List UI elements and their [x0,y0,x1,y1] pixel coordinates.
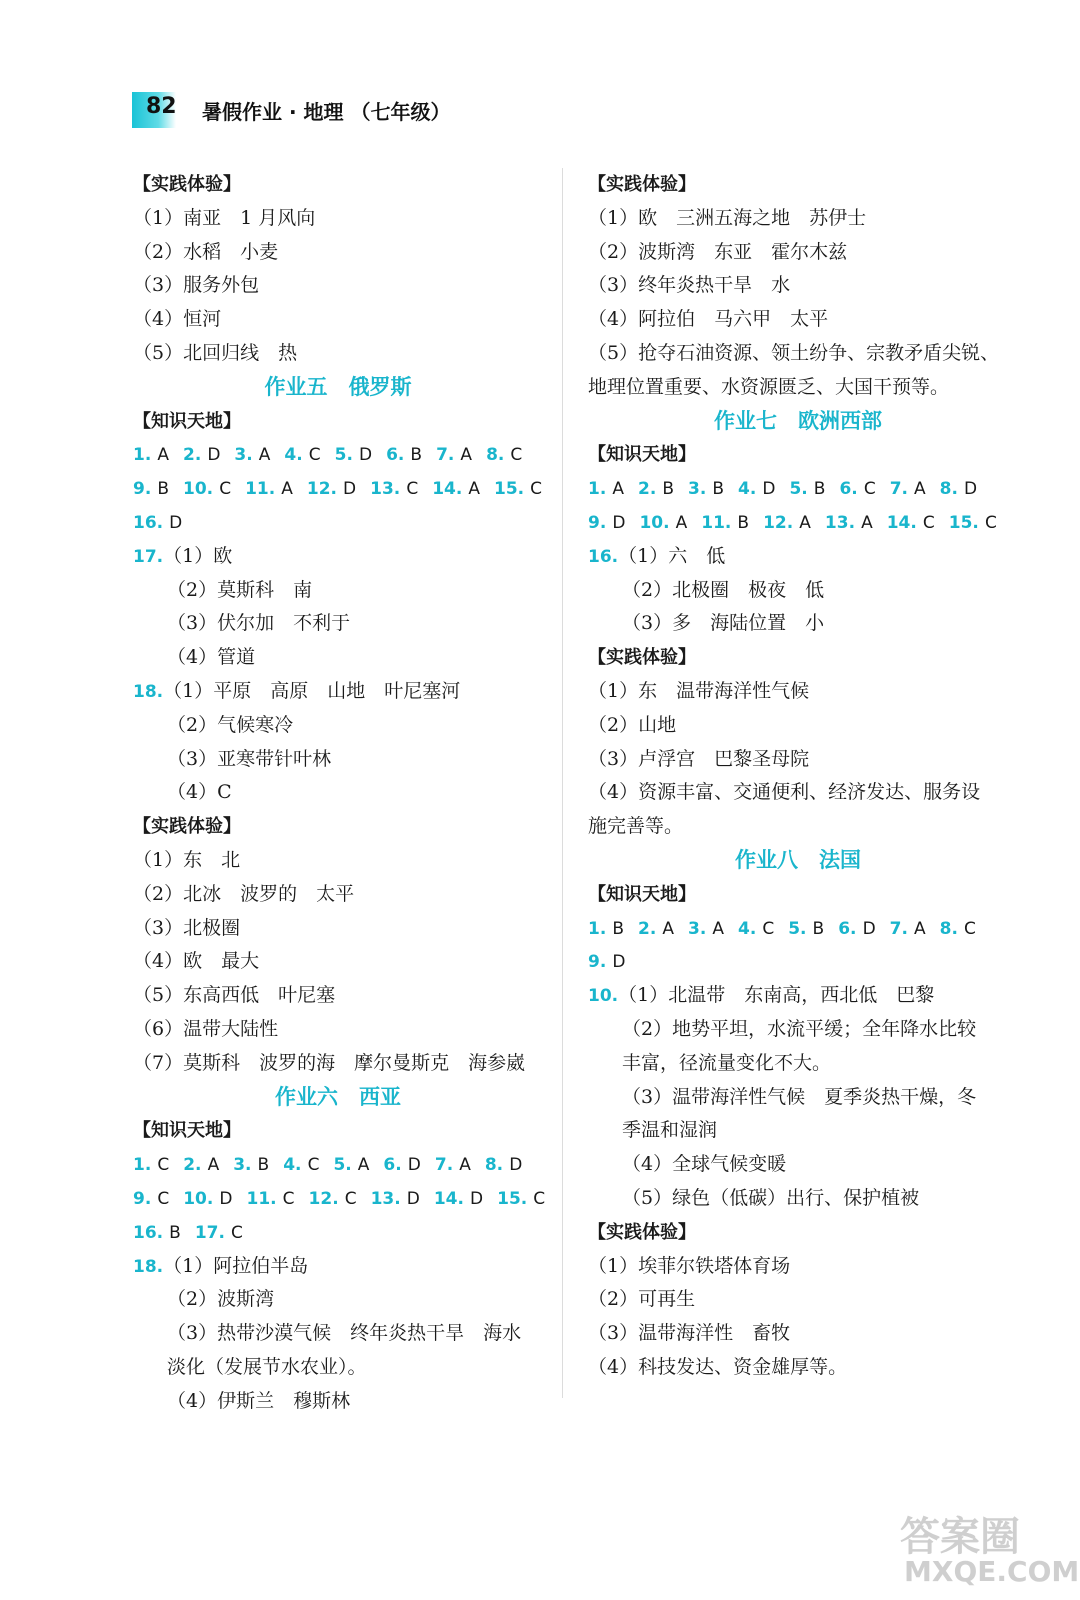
sub-answer-line: 淡化（发展节水农业）。 [167,1355,367,1378]
answer-line: （1）东 北 [133,848,241,871]
sub-answer-line: （4）伊斯兰 穆斯林 [167,1389,351,1412]
choice-answer [887,506,935,540]
choice-answer [284,438,320,472]
answer-choice: C [282,1188,295,1209]
answer-choice: A [460,445,473,466]
answer-number: 10. [639,512,670,533]
choice-answer [183,1182,232,1216]
choice-answer [183,472,231,506]
question-answer [133,675,543,709]
answer-choice: A [861,512,873,533]
left-column [133,168,546,1418]
question-number: 17. [133,546,164,567]
sub-answer-line: （3）多 海陆位置 小 [622,612,825,635]
sub-answer-line: （2）波斯湾 [167,1288,275,1311]
answer-number: 4. [283,1155,302,1176]
answer-choice: A [675,512,688,533]
choice-answer [307,472,356,506]
answer-number: 5. [334,445,353,466]
question-answer [588,540,1008,574]
answer-number: 13. [370,1188,401,1209]
answer-choice: D [612,952,626,973]
watermark-text-en: MXQE.COM [904,1555,1080,1588]
choice-answer [383,1148,420,1182]
question-answer-text: （1）平原 高原 山地 叶尼塞河 [163,679,461,702]
answer-line: 施完善等。 [588,815,684,838]
answer-number: 8. [486,445,505,466]
question-number: 18. [133,1256,164,1277]
answer-choice: C [308,445,321,466]
answer-row [133,472,543,506]
answer-number: 16. [133,1222,164,1243]
answer-choice: B [737,512,750,533]
choice-answer [497,1182,545,1216]
choice-answer [246,1182,294,1216]
assignment-title: 作业七 欧洲西部 [714,408,882,433]
answer-choice: D [358,445,373,466]
choice-answer [234,438,270,472]
answer-row [133,1182,546,1216]
answer-number: 16. [133,512,164,533]
assignment-title: 作业八 法国 [735,847,861,872]
answer-line: 地理位置重要、水资源匮乏、大国干预等。 [588,375,950,398]
answer-number: 2. [182,445,202,466]
page-header [132,92,462,128]
choice-answer [788,912,824,946]
sub-answer-line: （3）热带沙漠气候 终年炎热干旱 海水 [167,1322,522,1345]
answer-choice: A [357,1155,370,1176]
answer-number: 11. [246,1188,277,1209]
sub-answer-line: 丰富，径流量变化不大。 [622,1051,832,1074]
answer-row [588,472,1008,506]
section-heading: 【实践体验】 [588,647,696,669]
section-heading: 【实践体验】 [588,1221,696,1243]
answer-choice: B [169,1222,181,1243]
answer-line: （1）埃菲尔铁塔体育场 [588,1254,791,1277]
choice-answer [183,1148,219,1182]
answer-choice: B [712,479,725,500]
choice-answer [133,472,169,506]
choice-answer [838,912,875,946]
choice-answer [839,472,875,506]
choice-answer [825,506,873,540]
answer-number: 12. [306,479,337,500]
answer-choice: C [984,512,997,533]
answer-number: 3. [688,479,707,500]
watermark-text-cn: 答案圈 [900,1514,1020,1560]
sub-answer-line: （4）管道 [167,646,256,669]
choice-answer [738,912,774,946]
answer-number: 12. [763,512,794,533]
answer-choice: B [812,918,825,939]
section-heading: 【知识天地】 [133,1120,241,1142]
answer-line: （1）东 温带海洋性气候 [588,679,810,702]
answer-line: （1）南亚 1 月风向 [133,206,316,229]
choice-answer [335,438,372,472]
answer-line: （6）温带大陆性 [133,1017,279,1040]
answer-choice: D [964,479,978,500]
choice-answer [435,1148,471,1182]
answer-number: 10. [183,479,214,500]
answer-choice: C [231,1222,243,1243]
answer-choice: B [157,479,170,500]
answer-choice: A [258,445,271,466]
answer-number: 14. [432,479,463,500]
answer-choice: D [612,512,626,533]
answer-number: 13. [370,479,401,500]
answer-row [588,506,1008,540]
assignment-title: 作业五 俄罗斯 [264,374,412,399]
answer-number: 9. [588,512,607,533]
answer-number: 10. [183,1188,214,1209]
choice-answer [133,506,182,540]
answer-number: 6. [383,1155,402,1176]
answer-number: 8. [484,1155,504,1176]
answer-choice: D [343,479,357,500]
answer-line: （4）欧 最大 [133,950,260,973]
answer-choice: A [612,479,624,500]
answer-choice: A [712,918,724,939]
choice-answer [588,472,624,506]
question-number: 16. [588,546,619,567]
answer-choice: D [470,1188,484,1209]
answer-number: 11. [701,512,732,533]
answer-line: （3）北极圈 [133,916,241,939]
sub-answer-line: （3）温带海洋性气候 夏季炎热干燥，冬 [622,1085,977,1108]
choice-answer [940,472,977,506]
answer-choice: A [914,918,926,939]
choice-answer [949,506,997,540]
answer-choice: C [762,918,775,939]
answer-line: （2）北冰 波罗的 太平 [133,882,355,905]
choice-answer [485,1148,522,1182]
answer-number: 7. [889,918,908,939]
sub-answer-line: （2）莫斯科 南 [167,578,313,601]
answer-number: 12. [308,1188,339,1209]
answer-choice: D [219,1188,233,1209]
choice-answer [386,438,422,472]
question-answer [588,979,1008,1013]
right-column [588,168,1008,1385]
answer-number: 9. [133,1188,152,1209]
choice-answer [133,1148,169,1182]
answer-row [133,1216,543,1250]
answer-line: （3）卢浮宫 巴黎圣母院 [588,747,810,770]
section-heading: 【实践体验】 [133,816,241,838]
answer-number: 6. [839,479,858,500]
section-heading: 【实践体验】 [588,174,696,195]
choice-answer [688,912,724,946]
answer-choice: C [530,479,543,500]
section-heading: 【知识天地】 [588,883,696,905]
answer-choice: D [762,479,776,500]
answer-choice: D [406,1188,420,1209]
sub-answer-line: （4）全球气候变暖 [622,1153,787,1176]
answer-choice: C [157,1155,170,1176]
choice-answer [588,912,624,946]
choice-answer [688,472,724,506]
answer-line: （4）阿拉伯 马六甲 太平 [588,308,829,331]
choice-answer [436,438,472,472]
assignment-title: 作业六 西亚 [275,1084,401,1109]
answer-choice: A [157,445,169,466]
answer-choice: D [509,1155,523,1176]
question-answer [133,540,543,574]
answer-line: （2）山地 [588,713,677,736]
answer-line: （2）可再生 [588,1288,696,1311]
answer-row [133,506,543,540]
answer-number: 6. [838,918,857,939]
section-heading: 【知识天地】 [588,444,696,466]
column-divider [562,168,563,1398]
choice-answer [283,1148,319,1182]
choice-answer [638,472,674,506]
answer-line: （5）东高西低 叶尼塞 [133,984,336,1007]
choice-answer [333,1148,369,1182]
answer-choice: D [169,512,183,533]
choice-answer [370,472,418,506]
answer-line: （5）抢夺石油资源、领土纷争、宗教矛盾尖锐、 [588,341,1000,364]
choice-answer [486,438,522,472]
answer-choice: C [344,1188,357,1209]
choice-answer [133,1216,181,1250]
choice-answer [638,912,674,946]
answer-choice: A [662,918,674,939]
question-answer-text: （1）六 低 [618,544,726,567]
answer-number: 15. [948,512,979,533]
answer-choice: A [207,1155,220,1176]
answer-choice: A [914,479,926,500]
question-answer [133,1250,543,1284]
section-heading: 【实践体验】 [133,174,241,195]
answer-choice: B [662,479,674,500]
answer-choice: B [612,918,625,939]
answer-line: （4）恒河 [133,308,222,331]
answer-number: 15. [497,1188,528,1209]
choice-answer [763,506,811,540]
answer-number: 3. [233,1155,252,1176]
choice-answer [701,506,749,540]
answer-number: 1. [588,918,607,939]
answer-line: （3）温带海洋性 畜牧 [588,1322,791,1345]
choice-answer [133,438,169,472]
answer-number: 2. [638,918,657,939]
running-title: 暑假作业 · 地理 （七年级） [202,100,451,124]
choice-answer [245,472,293,506]
answer-line: （7）莫斯科 波罗的海 摩尔曼斯克 海参崴 [133,1051,526,1074]
answer-row [133,1148,543,1182]
choice-answer [890,912,926,946]
question-answer-text: （1）北温带 东南高，西北低 巴黎 [618,984,935,1007]
choice-answer [183,438,220,472]
answer-row [588,912,1008,946]
question-number: 18. [133,681,164,702]
choice-answer [309,1182,357,1216]
answer-number: 13. [824,512,856,533]
answer-line: （4）科技发达、资金雄厚等。 [588,1355,848,1378]
answer-number: 14. [433,1188,464,1209]
answer-choice: C [922,512,935,533]
answer-line: （1）欧 三洲五海之地 苏伊士 [588,206,867,229]
question-answer-text: （1）阿拉伯半岛 [163,1254,309,1277]
answer-number: 7. [436,445,455,466]
choice-answer [738,472,775,506]
page-number-badge [132,92,176,128]
answer-number: 11. [245,479,276,500]
answer-number: 3. [688,918,707,939]
sub-answer-line: 季温和湿润 [622,1119,718,1142]
choice-answer [371,1182,420,1216]
answer-choice: C [157,1188,170,1209]
choice-answer [890,472,926,506]
sub-answer-line: （5）绿色（低碳）出行、保护植被 [622,1186,920,1209]
answer-choice: C [863,479,876,500]
answer-number: 9. [588,952,607,973]
choice-answer [494,472,542,506]
answer-line: （4）资源丰富、交通便利、经济发达、服务设 [588,781,981,804]
answer-choice: B [813,479,826,500]
answer-choice: C [219,479,232,500]
sub-answer-line: （3）亚寒带针叶林 [167,747,332,770]
sub-answer-line: （2）北极圈 极夜 低 [622,578,825,601]
answer-number: 1. [133,445,152,466]
answer-choice: A [468,479,480,500]
choice-answer [639,506,687,540]
answer-number: 2. [183,1155,202,1176]
sub-answer-line: （2）气候寒冷 [167,713,294,736]
choice-answer [195,1216,243,1250]
answer-number: 4. [737,918,757,939]
answer-choice: D [407,1155,421,1176]
answer-number: 5. [333,1155,352,1176]
answer-choice: D [862,918,876,939]
choice-answer [789,472,825,506]
sub-answer-line: （4）C [167,781,232,804]
answer-number: 5. [788,918,807,939]
answer-number: 4. [738,479,757,500]
answer-number: 7. [889,479,908,500]
answer-number: 4. [284,445,303,466]
answer-number: 8. [939,918,958,939]
choice-answer [233,1148,269,1182]
choice-answer [434,1182,483,1216]
watermark-logo [900,1505,1080,1595]
answer-number: 7. [434,1155,454,1176]
answer-number: 3. [234,445,253,466]
answer-choice: C [963,918,976,939]
answer-choice: C [406,479,419,500]
answer-choice: A [799,512,811,533]
section-heading: 【知识天地】 [133,410,241,432]
answer-choice: B [410,445,423,466]
answer-number: 9. [133,479,152,500]
answer-line: （3）服务外包 [133,274,260,297]
answer-number: 1. [133,1155,152,1176]
answer-number: 15. [494,479,525,500]
answer-number: 2. [637,479,657,500]
sub-answer-line: （2）地势平坦，水流平缓；全年降水比较 [622,1017,977,1040]
question-number: 10. [588,986,619,1007]
answer-row [133,438,543,472]
answer-choice: A [459,1155,471,1176]
answer-number: 1. [588,479,607,500]
answer-line: （3）终年炎热干旱 水 [588,274,791,297]
page-number: 82 [146,94,177,119]
answer-number: 17. [194,1222,225,1243]
answer-choice: C [510,445,523,466]
answer-choice: A [281,479,293,500]
answer-line: （2）水稻 小麦 [133,240,279,263]
answer-number: 8. [939,479,958,500]
answer-choice: C [533,1188,546,1209]
choice-answer [432,472,480,506]
choice-answer [588,945,625,979]
answer-choice: D [207,445,221,466]
answer-choice: B [257,1155,270,1176]
answer-number: 14. [886,512,917,533]
sub-answer-line: （3）伏尔加 不利于 [167,612,351,635]
question-answer-text: （1）欧 [163,544,233,567]
answer-row [588,945,1008,979]
answer-line: （5）北回归线 热 [133,341,298,364]
answer-line: （2）波斯湾 东亚 霍尔木兹 [588,240,848,263]
answer-choice: C [307,1155,320,1176]
answer-number: 5. [789,479,808,500]
choice-answer [133,1182,169,1216]
choice-answer [588,506,625,540]
answer-number: 6. [386,445,405,466]
choice-answer [940,912,976,946]
